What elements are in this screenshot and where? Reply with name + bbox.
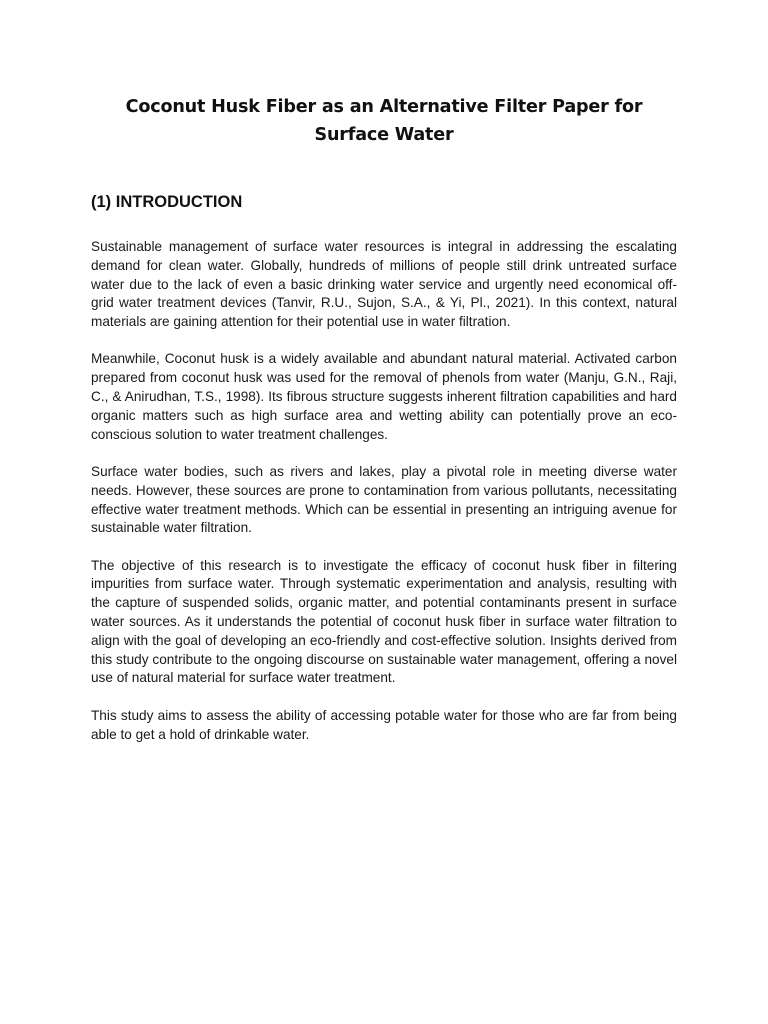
paragraph-5: This study aims to assess the ability of accessing potable water for those who are far from being able to get a hold of drinkable water. <box>91 707 677 742</box>
paragraph-2: Meanwhile, Coconut husk is a widely available and abundant natural material. Activated carbon prepared from coconut husk was used for the removal of phenols from water (Manju, G.N., Raji, C., & Anirudhan, T.S., 1998). Its fibrous structure suggests inherent filtration capabilities and hard organic matters such as high surface area and wetting ability can potentially prove an eco-conscious solution to water treatment challenges. <box>91 351 677 442</box>
section-body <box>91 238 677 744</box>
document-title: Coconut Husk Fiber as an Alternative Filter Paper for Surface Water <box>125 97 643 145</box>
section-heading-introduction: (1) INTRODUCTION <box>91 193 243 211</box>
paragraph-3: Surface water bodies, such as rivers and lakes, play a pivotal role in meeting diverse water needs. However, these sources are prone to contamination from various pollutants, necessitating effective water treatment methods. Which can be essential in presenting an intriguing avenue for sustainable water filtration. <box>91 463 677 536</box>
paragraph-4: The objective of this research is to investigate the efficacy of coconut husk fiber in filtering impurities from surface water. Through systematic experimentation and analysis, resulting with the capture of suspended solids, organic matter, and potential contaminants present in surface water sources. As it understands the potential of coconut husk fiber in surface water filtration to align with the goal of developing an eco-friendly and cost-effective solution. Insights derived from this study contribute to the ongoing discourse on sustainable water management, offering a novel use of natural material for surface water treatment. <box>91 557 677 686</box>
paragraph-1: Sustainable management of surface water resources is integral in addressing the escalating demand for clean water. Globally, hundreds of millions of people still drink untreated surface water due to the lack of even a basic drinking water service and urgently need economical off-grid water treatment devices (Tanvir, R.U., Sujon, S.A., & Yi, Pl., 2021). In this context, natural materials are gaining attention for their potential use in water filtration. <box>91 239 677 330</box>
